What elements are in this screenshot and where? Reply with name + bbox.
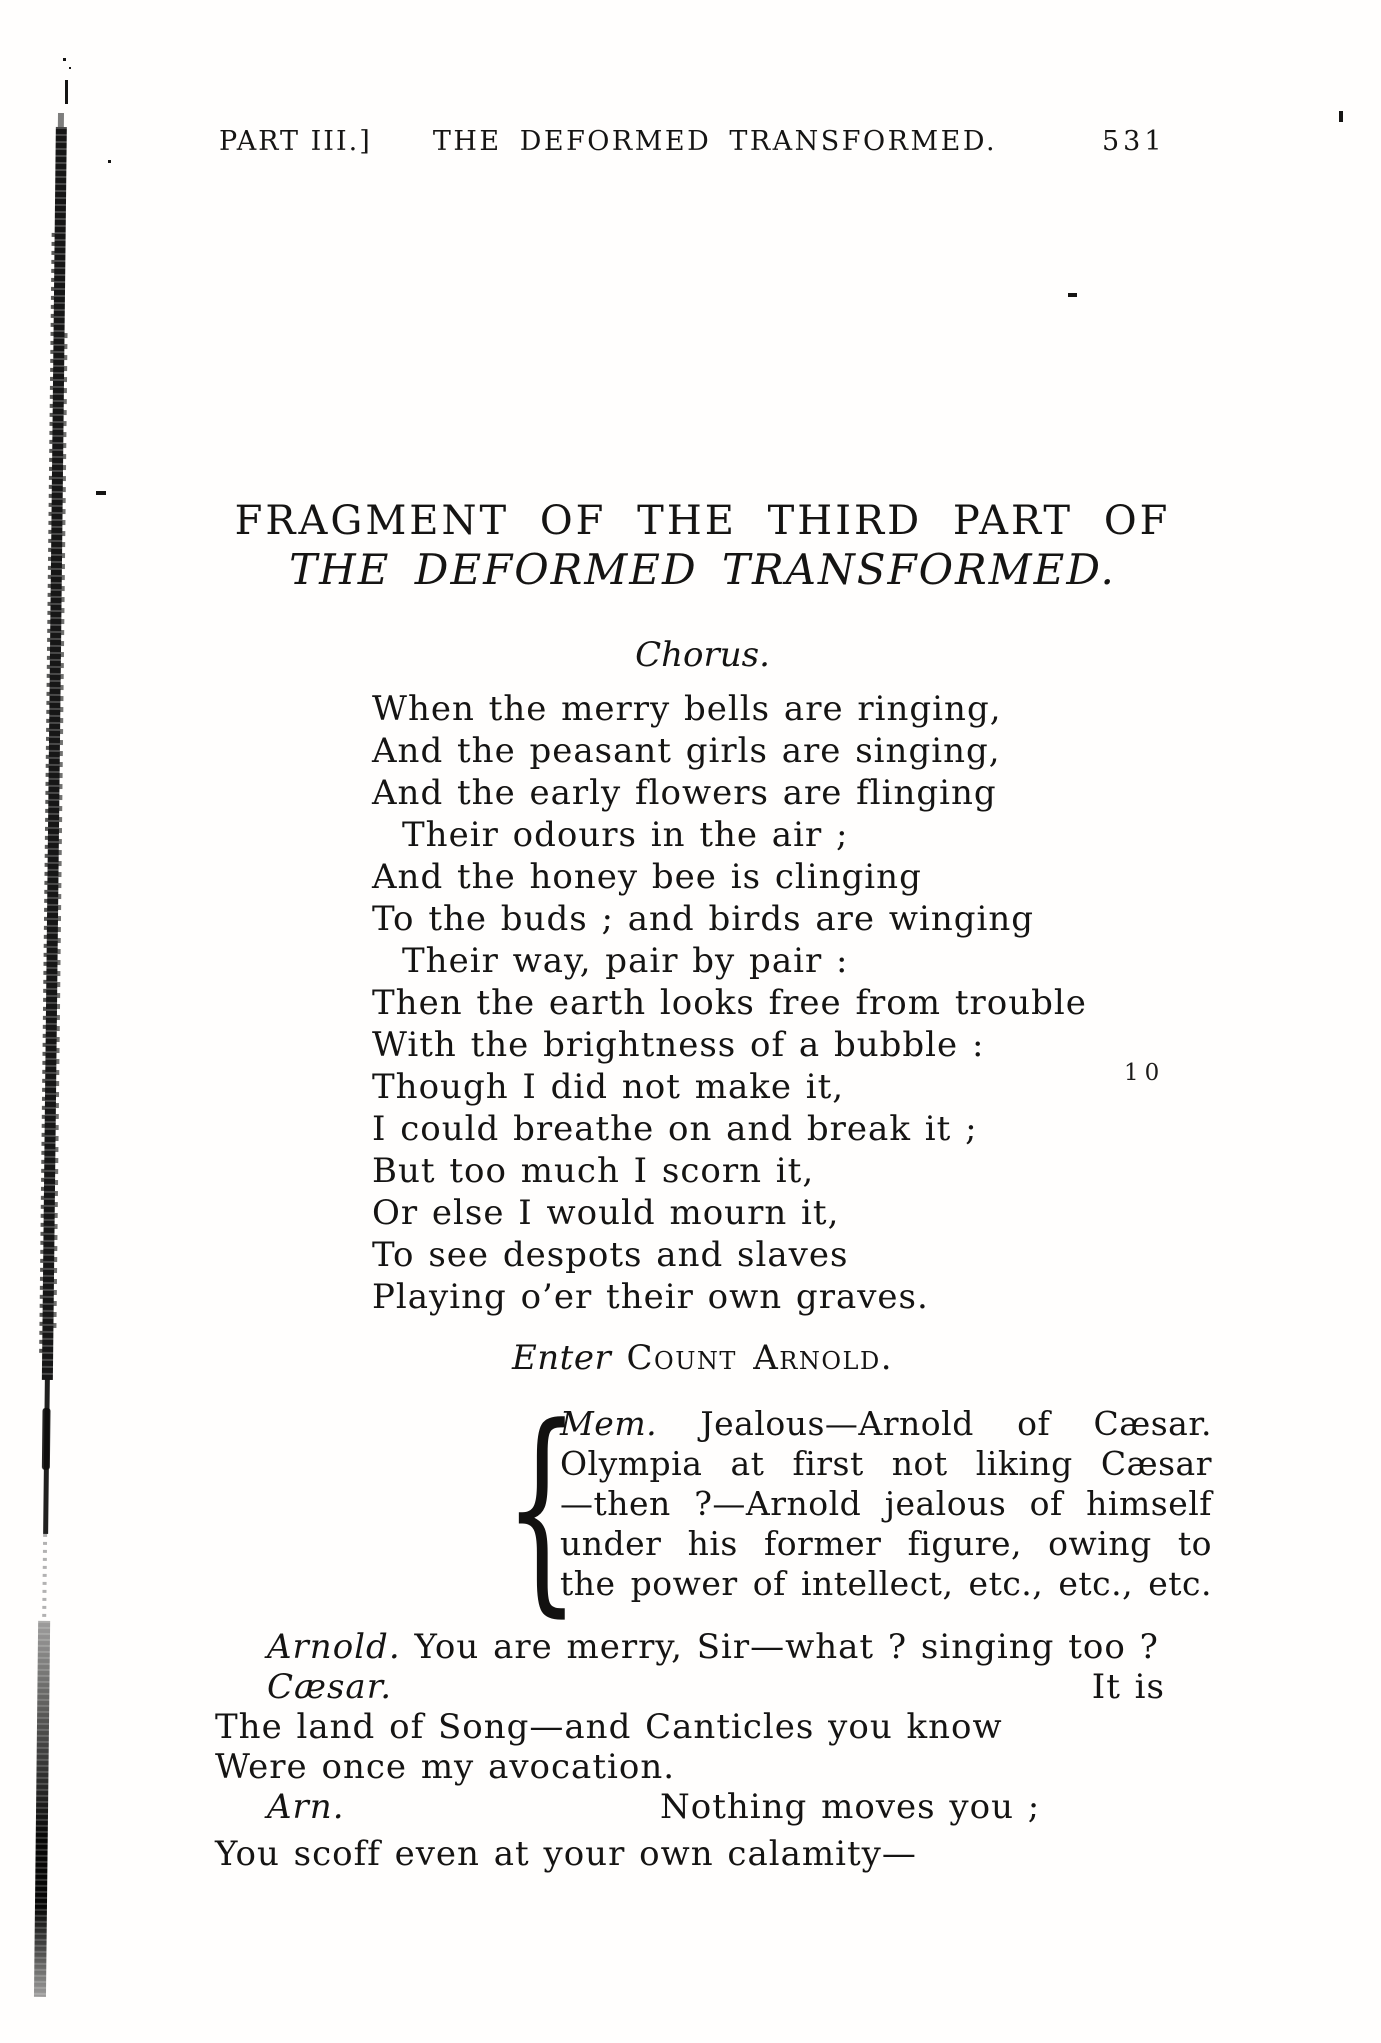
dialogue-line [215,1787,1213,1827]
dialogue-continuation: It is [1091,1667,1165,1707]
streak-blob [42,1408,51,1470]
poem-line: Playing o’er their own graves. [372,1277,929,1317]
scan-tick-mark [1339,111,1343,122]
poem-line: Their odours in the air ; [402,815,849,855]
dialogue-text: Nothing moves you ; [660,1787,1041,1827]
chorus-poem [372,688,1087,1318]
streak-head [58,113,64,127]
scan-speck [63,58,66,61]
header-running-title: THE DEFORMED TRANSFORMED. [432,126,998,157]
scan-dash-mark [96,491,106,495]
memo-line-text: Jealous—Arnold of Cæsar. [700,1404,1212,1443]
memo-label: Mem. [560,1404,658,1443]
speaker-name: Arn. [267,1787,345,1827]
fragment-title-line2: THE DEFORMED TRANSFORMED. [289,545,1116,594]
memo-line: under his former figure, owing to [560,1524,1212,1563]
poem-line: But too much I scorn it, [372,1151,815,1191]
dialogue-line [215,1627,1213,1667]
stage-direction-name: Count Arnold. [626,1338,894,1378]
memo-line: Olympia at first not liking Cæsar [560,1444,1212,1483]
poem-line: Their way, pair by pair : [402,941,849,981]
stage-direction-enter: Enter [511,1338,612,1378]
memo-line: —then ?—Arnold jealous of himself [560,1484,1212,1523]
poem-line: And the honey bee is clinging [372,857,922,897]
speaker-name: Arnold. [267,1627,401,1667]
scan-dash-mark [1068,293,1077,297]
dialogue-line [215,1667,1213,1707]
fragment-title-line1: FRAGMENT OF THE THIRD PART OF [234,498,1171,544]
scan-tick-mark [65,80,68,104]
dialogue-line: Were once my avocation. [215,1747,676,1787]
dialogue-line: The land of Song—and Canticles you know [215,1707,1003,1747]
binding-shadow-streak [34,113,68,2000]
dialogue-text: You are merry, Sir—what ? singing too ? [414,1627,1159,1667]
dialogue-line: You scoff even at your own calamity— [215,1834,917,1874]
poem-line: When the merry bells are ringing, [372,689,1002,729]
stage-direction [12,1338,1381,1378]
dialogue-block [215,1627,1213,1874]
memo-note [560,1404,1212,1604]
poem-line: Though I did not make it, [372,1067,845,1107]
poem-line: With the brightness of a bubble : [372,1025,985,1065]
poem-line: I could breathe on and break it ; [372,1109,978,1149]
header-page-number: 531 [1102,126,1166,157]
speaker-name: Cæsar. [267,1667,393,1707]
poem-line: Then the earth looks free from trouble [372,983,1087,1023]
poem-line: To the buds ; and birds are winging [372,899,1035,939]
header-section-label: PART III.] [219,126,372,157]
scan-speck [69,67,71,69]
memo-line: the power of intellect, etc., etc., etc. [560,1564,1212,1603]
chorus-heading: Chorus. [635,635,770,675]
poem-line: And the peasant girls are singing, [372,731,1001,771]
poem-line: And the early flowers are flinging [372,773,997,813]
memo-brace: { [504,1379,580,1636]
poem-line: To see despots and slaves [372,1235,849,1275]
scan-speck [108,160,111,163]
margin-line-number: 10 [1124,1060,1166,1086]
memo-line [560,1404,1212,1444]
streak-tail-texture [34,1621,50,1997]
streak-sparse-segment [42,1534,47,1621]
poem-line: Or else I would mourn it, [372,1193,840,1233]
